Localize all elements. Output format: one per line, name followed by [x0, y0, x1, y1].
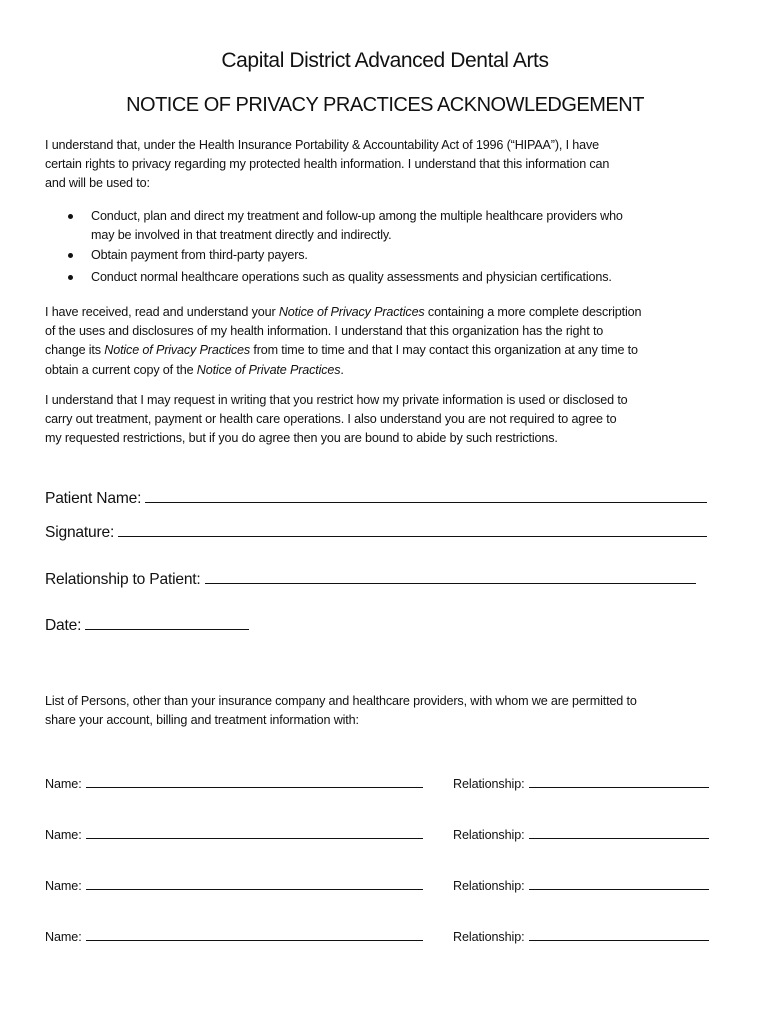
person-relationship-row — [453, 928, 709, 944]
patient-name-label: Patient Name: — [45, 490, 142, 507]
patient-name-row — [45, 488, 707, 508]
person-relationship-row — [453, 826, 709, 842]
intro-paragraph — [45, 136, 735, 194]
received-line: of the uses and disclosures of my health information. I understand that this organization has the right to — [45, 324, 604, 339]
date-row — [45, 615, 249, 635]
person-relationship-label: Relationship: — [453, 879, 525, 893]
restrict-line: my requested restrictions, but if you do agree then you are bound to abide by such restrictions. — [45, 431, 558, 446]
person-relationship-label: Relationship: — [453, 828, 525, 842]
person-name-field[interactable] — [86, 877, 423, 890]
bullet-text: may be involved in that treatment directly and indirectly. — [91, 228, 392, 242]
persons-paragraph — [45, 692, 735, 730]
relationship-field[interactable] — [205, 569, 696, 584]
practice-name: Capital District Advanced Dental Arts — [221, 49, 549, 72]
person-name-row — [45, 877, 423, 893]
bullet-dot-icon — [68, 275, 73, 280]
signature-field[interactable] — [118, 522, 707, 537]
received-paragraph — [45, 303, 735, 380]
received-line: I have received, read and understand your Notice of Privacy Practices containing a more complete description — [45, 305, 642, 319]
notice-title-italic: Notice of Private Practices — [196, 362, 341, 377]
person-name-row — [45, 775, 423, 791]
person-relationship-row — [453, 775, 709, 791]
bullet-text: Conduct normal healthcare operations such as quality assessments and physician certifications. — [91, 270, 612, 284]
person-relationship-field[interactable] — [529, 877, 709, 890]
persons-line: List of Persons, other than your insurance company and healthcare providers, with whom we are permitted to — [45, 694, 637, 708]
person-relationship-field[interactable] — [529, 826, 709, 839]
notice-title-italic: Notice of Privacy Practices — [278, 305, 425, 319]
person-name-label: Name: — [45, 930, 82, 944]
person-name-field[interactable] — [86, 826, 423, 839]
signature-row — [45, 522, 707, 542]
patient-name-field[interactable] — [145, 488, 707, 503]
person-name-field[interactable] — [86, 775, 423, 788]
restrict-paragraph — [45, 391, 735, 449]
person-name-label: Name: — [45, 777, 82, 791]
intro-line: and will be used to: — [45, 176, 150, 191]
person-relationship-field[interactable] — [529, 928, 709, 941]
bullet-text: Obtain payment from third-party payers. — [91, 248, 308, 262]
person-name-label: Name: — [45, 879, 82, 893]
date-field[interactable] — [85, 615, 249, 630]
person-relationship-row — [453, 877, 709, 893]
restrict-line: carry out treatment, payment or health care operations. I also understand you are not required to agree to — [45, 412, 617, 427]
form-title: NOTICE OF PRIVACY PRACTICES ACKNOWLEDGEMENT — [126, 94, 644, 116]
intro-line: certain rights to privacy regarding my protected health information. I understand that this information can — [45, 157, 610, 172]
person-relationship-label: Relationship: — [453, 777, 525, 791]
bullet-dot-icon — [68, 253, 73, 258]
persons-line: share your account, billing and treatment information with: — [45, 713, 359, 728]
restrict-line: I understand that I may request in writing that you restrict how my private information is used or disclosed to — [45, 393, 628, 407]
received-line: change its Notice of Privacy Practices from time to time and that I may contact this organization at any time to — [45, 343, 638, 358]
person-name-label: Name: — [45, 828, 82, 842]
date-label: Date: — [45, 617, 82, 634]
notice-title-italic: Notice of Privacy Practices — [104, 343, 250, 358]
bullet-text: Conduct, plan and direct my treatment and follow-up among the multiple healthcare providers who — [91, 209, 623, 223]
relationship-row — [45, 569, 696, 589]
relationship-label: Relationship to Patient: — [45, 571, 201, 588]
bullet-dot-icon — [68, 214, 73, 219]
person-name-row — [45, 928, 423, 944]
received-line: obtain a current copy of the Notice of Private Practices. — [45, 362, 344, 377]
person-relationship-field[interactable] — [529, 775, 709, 788]
signature-label: Signature: — [45, 524, 115, 541]
person-name-field[interactable] — [86, 928, 423, 941]
person-name-row — [45, 826, 423, 842]
person-relationship-label: Relationship: — [453, 930, 525, 944]
intro-line: I understand that, under the Health Insurance Portability & Accountability Act of 1996 (“HIPAA”), I have — [45, 138, 599, 152]
